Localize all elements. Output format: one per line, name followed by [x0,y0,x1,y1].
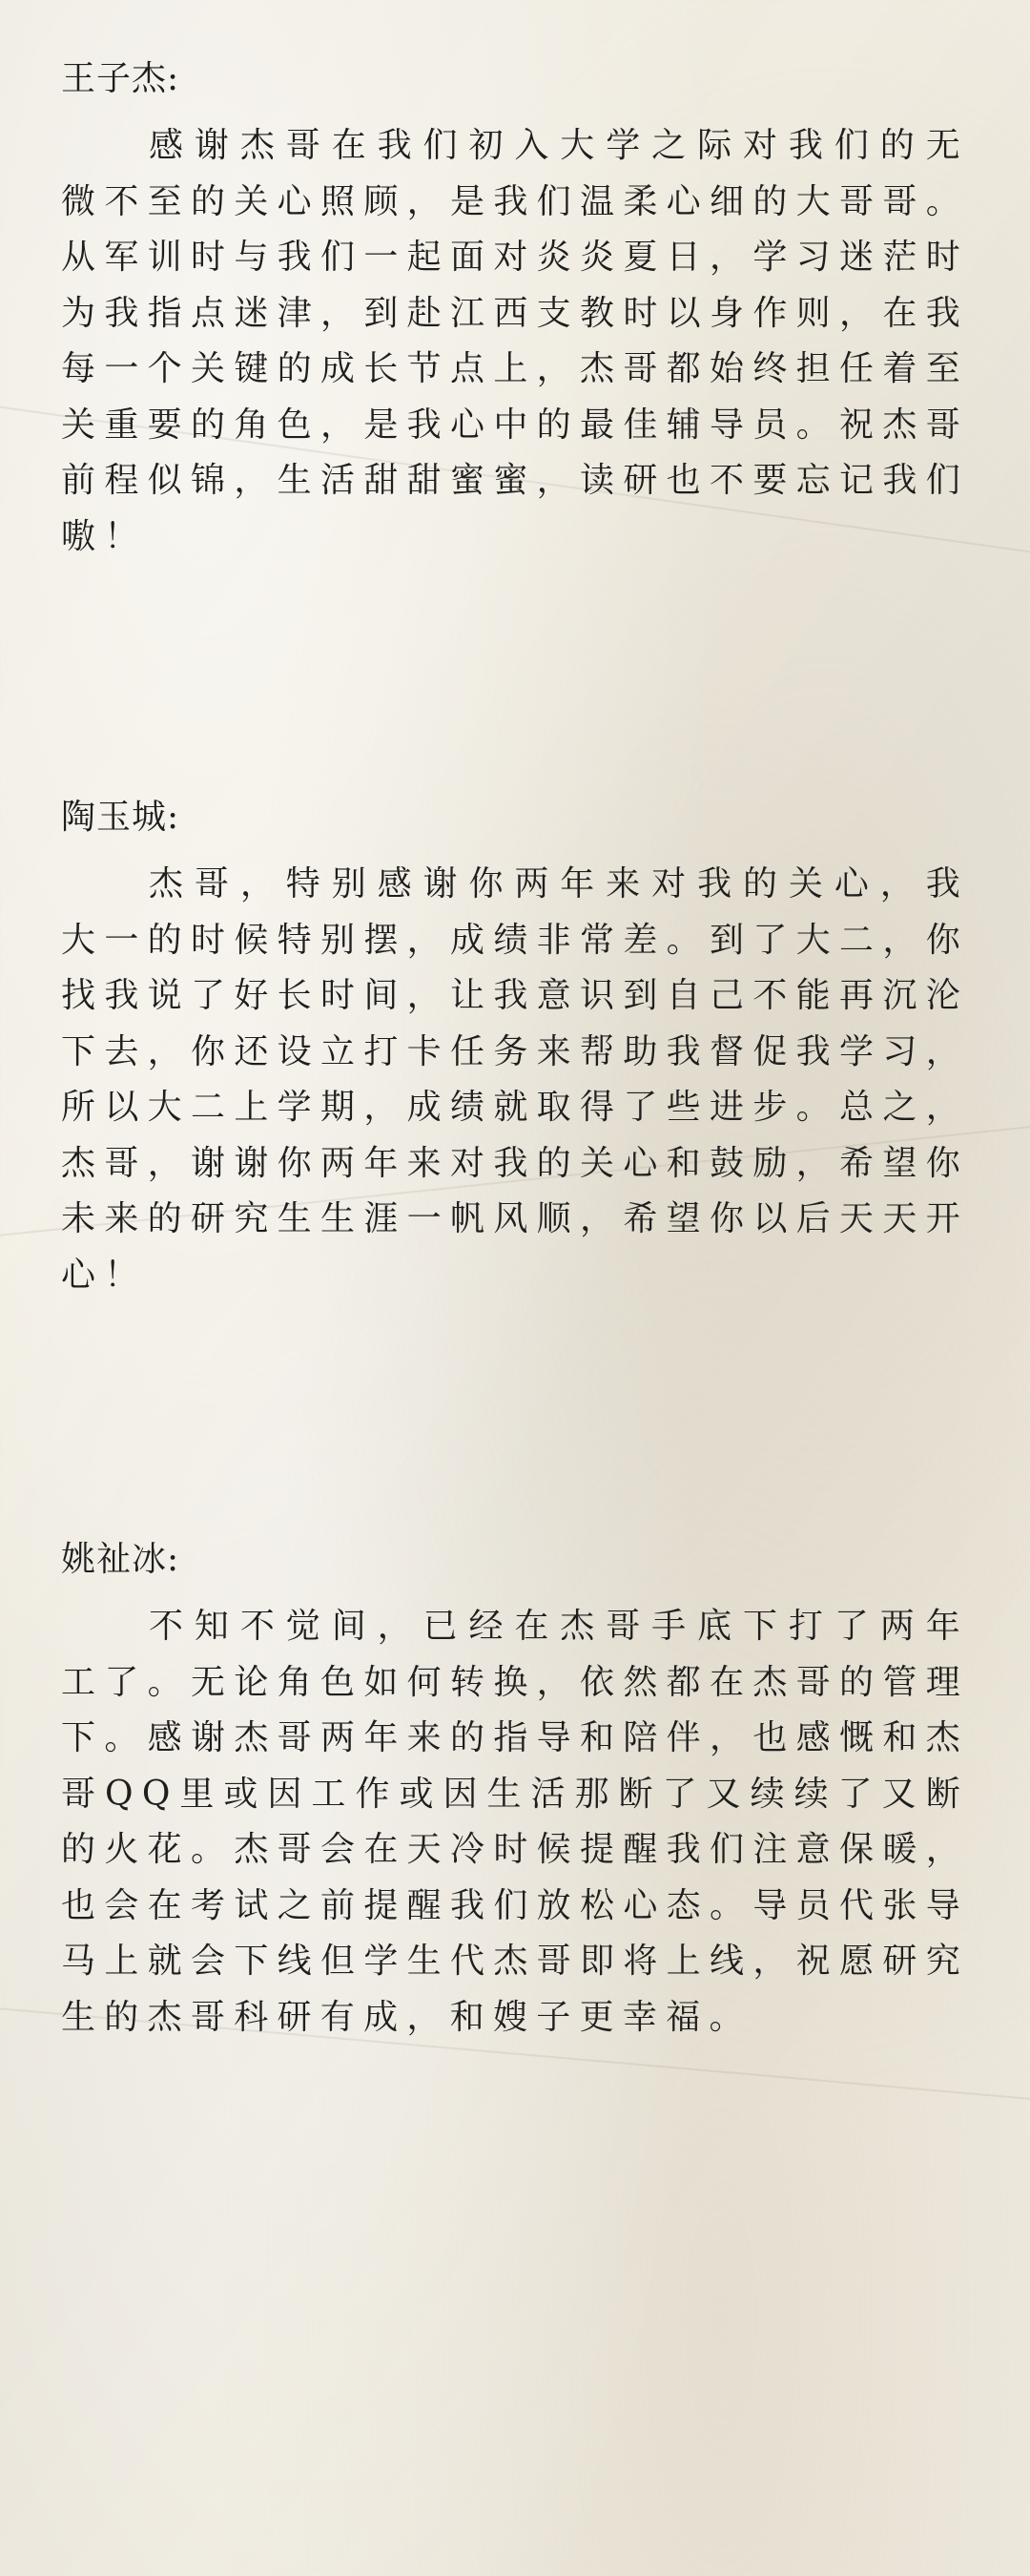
author-name: 姚祉冰: [61,1540,180,1579]
message-entry [61,52,969,565]
message-entry [61,790,969,1303]
message-text: 杰哥，特别感谢你两年来对我的关心，我大一的时候特别摆，成绩非常差。到了大二，你找我说了好长时间，让我意识到自己不能再沉沦下去，你还设立打卡任务来帮助我督促我学习，所以大二上学期，成绩就取得了些进步。总之，杰哥，谢谢你两年来对我的关心和鼓励，希望你未来的研究生生涯一帆风顺，希望你以后天天开心！ [61,864,969,1295]
message-text: 不知不觉间，已经在杰哥手底下打了两年工了。无论角色如何转换，依然都在杰哥的管理下。感谢杰哥两年来的指导和陪伴，也感慨和杰哥QQ里或因工作或因生活那断了又续续了又断的火花。杰哥会在天冷时候提醒我们注意保暖，也会在考试之前提醒我们放松心态。导员代张导马上就会下线但学生代杰哥即将上线，祝愿研究生的杰哥科研有成，和嫂子更幸福。 [61,1607,969,2037]
message-text: 感谢杰哥在我们初入大学之际对我们的无微不至的关心照顾，是我们温柔心细的大哥哥。从军训时与我们一起面对炎炎夏日，学习迷茫时为我指点迷津，到赴江西支教时以身作则，在我每一个关键的成长节点上，杰哥都始终担任着至关重要的角色，是我心中的最佳辅导员。祝杰哥前程似锦，生活甜甜蜜蜜，读研也不要忘记我们嗷！ [61,126,969,556]
author-name: 王子杰: [61,59,180,98]
author-name: 陶玉城: [61,798,180,837]
message-entry [61,1532,969,2046]
